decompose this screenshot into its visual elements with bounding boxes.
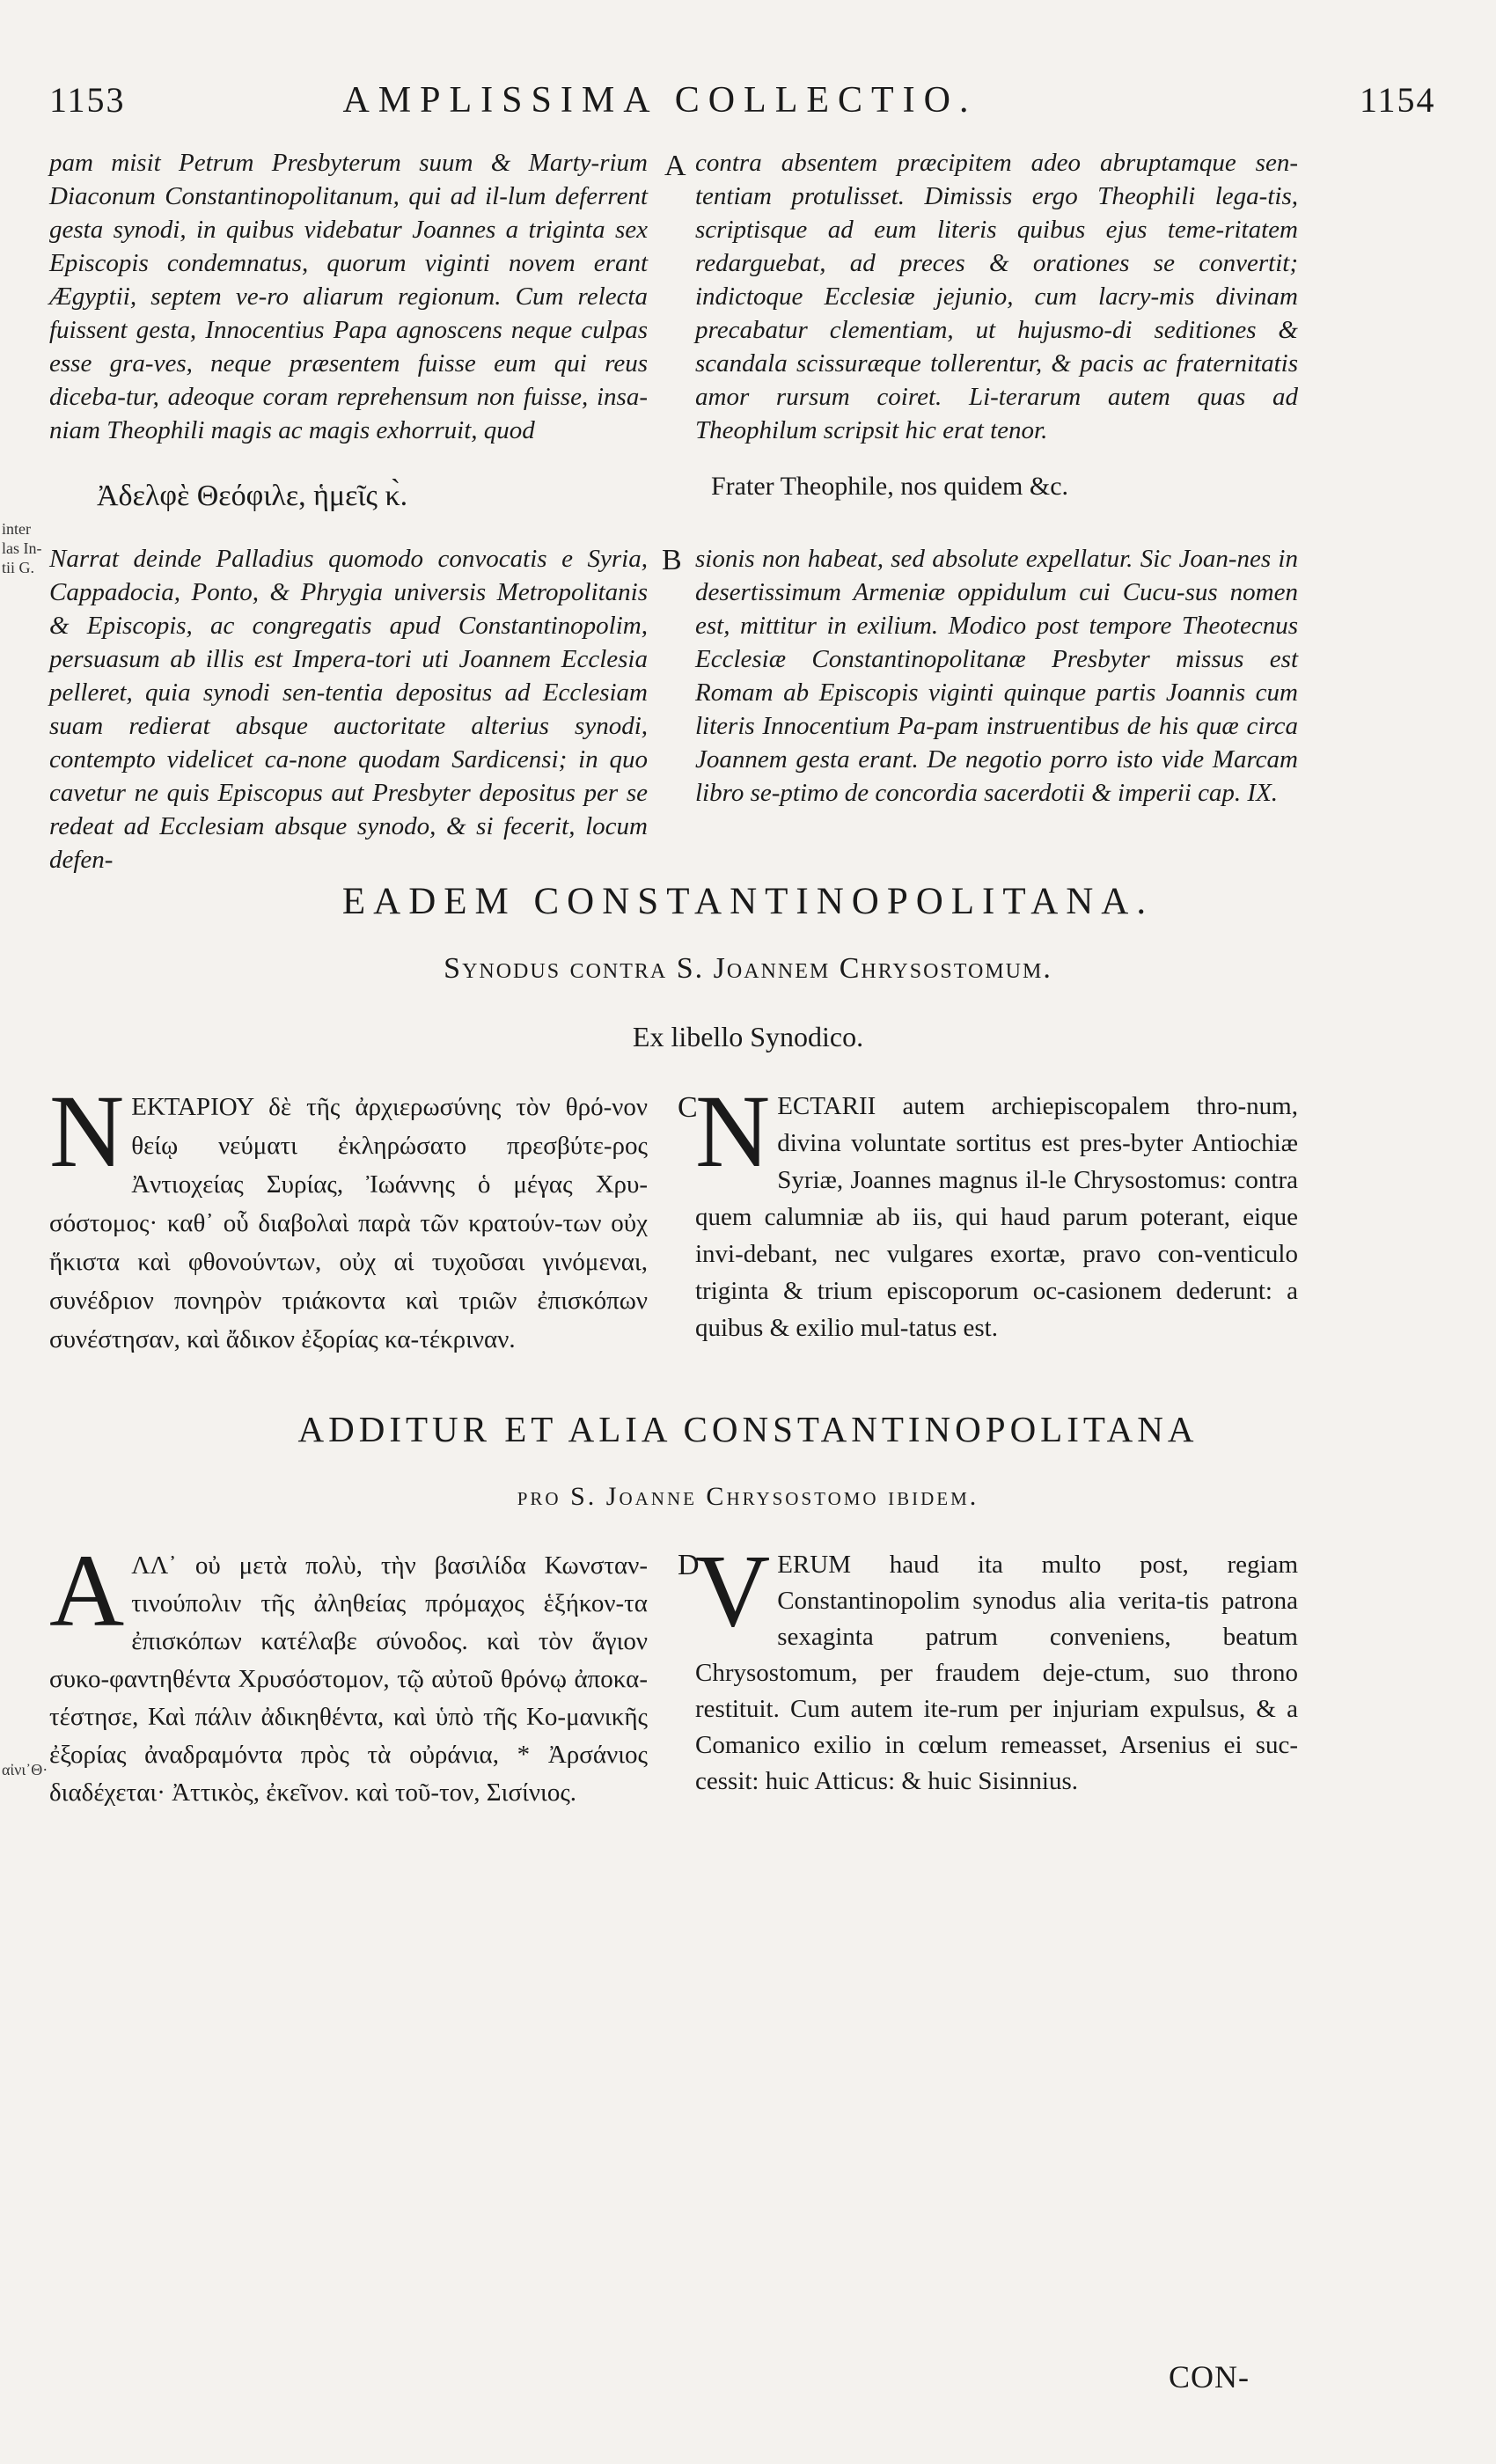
title-eadem-constantinopolitana: EADEM CONSTANTINOPOLITANA.	[341, 881, 1155, 922]
section4-latin-column	[695, 1533, 1298, 1800]
margin-note-greek: αἰνι᾽Θ·	[2, 1761, 48, 1778]
subtitle-ex-libello: Ex libello Synodico.	[632, 1021, 864, 1052]
page-header	[0, 79, 1496, 141]
marker-b: B	[662, 544, 682, 576]
subtitle-synodus-contra: Synodus contra S. Joannem Chrysostomum.	[444, 952, 1052, 985]
catchword: CON-	[1169, 2359, 1250, 2394]
section4-greek-text: ΛΛ᾽ οὐ μετὰ πολὺ, τὴν βασιλίδα Κωνσταν-τινούπολιν τῆς ἀληθείας πρόμαχος ἑξήκον-τα ἐπισκόπων κατέλαβε σύνοδος. καὶ τὸν ἅγιον συκο-φαντηθέντα Χρυσόστομον, τῷ αὐτοῦ θρόνῳ ἀποκα-τέστησε, Καὶ πάλιν ἀδικηθέντα, καὶ ὑπὸ τῆς Κο-μανικῆς ἐξορίας ἀναδραμόντα πρὸς τὰ οὐράνια, * Ἀρσάνιος διαδέχεται· Ἀττικὸς, ἐκεῖνον. καὶ τοῦ-τον, Σισίνιος.	[49, 1551, 648, 1807]
section4-latin-text: ERUM haud ita multo post, regiam Constantinopolim synodus alia verita-tis patrona sexaginta patrum conveniens, beatum Chrysostomum, per fraudem deje-ctum, suo throno restituit. Cum autem ite-rum per injuriam expulsus, & a Comanico exilio in cœlum remeasset, Arsenius ei suc-cessit: huic Atticus: & huic Sisinnius.	[695, 1551, 1298, 1795]
section3-latin-text: ECTARII autem archiepiscopalem thro-num, divina voluntate sortitus est pres-byter Antiochiæ Syriæ, Joannes magnus il-le Chrysostomus: contra quem calumniæ ab iis, qui haud parum poterant, eique invi-debant, nec vulgares exortæ, pravo con-venticulo triginta & trium episcoporum oc-casionem dederunt: a quibus & exilio mul-tatus est.	[695, 1092, 1298, 1342]
marker-a: A	[664, 150, 686, 182]
marker-c: C	[678, 1091, 698, 1124]
left-page-number: 1153	[49, 80, 126, 120]
section2-right-column: sionis non habeat, sed absolute expellatur. Sic Joan-nes in desertissimum Armeniæ oppidulum cui Cucu-sus nomen est, mittitur in exilium. Modico post tempore Theotecnus Ecclesiæ Constantinopolitanæ Presbyter missus est Romam ab Episcopis viginti quinque partis Joannis cum literis Innocentium Pa-pam instruentibus de his quæ circa Joannem gesta erant. De negotio porro isto vide Marcam libro se-ptimo de concordia sacerdotii & imperii cap. IX.	[695, 545, 1298, 807]
section3-greek-text: ΕΚΤΑΡΙΟΥ δὲ τῆς ἀρχιερωσύνης τὸν θρό-νον θείῳ νεύματι ἐκληρώσατο πρεσβύτε-ρος Ἀντιοχείας Συρίας, Ἰωάννης ὁ μέγας Χρυ-σόστομος· καθ᾽ οὗ διαβολαὶ παρὰ τῶν κρατούν-των οὐχ ἥκιστα καὶ φθονούντων, οὐχ αἱ τυχοῦσαι γινόμεναι, συνέδριον πονηρὸν τριάκοντα καὶ τριῶν ἐπισκόπων συνέστησαν, καὶ ἄδικον ἐξορίας κα-τέκριναν.	[49, 1093, 648, 1353]
salutation-latin: Frater Theophile, nos quidem &c.	[711, 472, 1069, 501]
latin-drop-cap-n: N	[695, 1074, 771, 1189]
marker-d: D	[678, 1549, 700, 1581]
latin-drop-cap-v: V	[695, 1533, 771, 1648]
greek-drop-cap-alpha: Α	[49, 1533, 125, 1648]
right-page-number: 1154	[1360, 80, 1436, 120]
section1-right-column: contra absentem præcipitem adeo abruptamque sen-tentiam protulisset. Dimissis ergo Theophili lega-tis, scriptisque ad eum literis quibus ejus teme-ritatem redarguebat, ad preces & orationes se convertit; indictoque Ecclesiæ jejunio, cum lacry-mis divinam precabatur clementiam, ut hujusmo-di seditiones & scandala scissuræque tollerentur, & pacis ac fraternitatis amor rursum coiret. Li-terarum autem quas ad Theophilum scripsit hic erat tenor.	[695, 149, 1298, 444]
subtitle-pro-s-joanne: pro S. Joanne Chrysostomo ibidem.	[517, 1482, 979, 1511]
title-additur-et-alia: ADDITUR ET ALIA CONSTANTINOPOLITANA	[297, 1409, 1199, 1449]
salutation-greek: Ἀδελφὲ Θεόφιλε, ἡμεῖς κ̀.	[97, 480, 408, 512]
section4-greek-column	[49, 1533, 648, 1812]
margin-note-inter: inter las In- tii G.	[2, 520, 42, 576]
running-title: AMPLISSIMA COLLECTIO.	[342, 80, 978, 121]
greek-drop-cap-nu: Ν	[49, 1074, 125, 1189]
section3-latin-column	[695, 1074, 1298, 1346]
section3-greek-column	[49, 1074, 648, 1359]
section2-left-column: Narrat deinde Palladius quomodo convocatis e Syria, Cappadocia, Ponto, & Phrygia universis Metropolitanis & Episcopis, ac congregatis apud Constantinopolim, persuasum ab illis est Impera-tori uti Joannem Ecclesia pelleret, quia synodi sen-tentia depositus ad Ecclesiam suam redierat absque auctoritate alterius synodi, contempto videlicet ca-none quodam Sardicensi; in quo cavetur ne quis Episcopus aut Presbyter depositus per se redeat ad Ecclesiam absque synodo, & si fecerit, locum defen-	[49, 545, 648, 874]
section1-left-column: pam misit Petrum Presbyterum suum & Marty-rium Diaconum Constantinopolitanum, qui ad il-lum deferrent gesta synodi, in quibus videbatur Joannes a triginta sex Episcopis condemnatus, quorum viginti novem erant Ægyptii, septem ve-ro aliarum regionum. Cum relecta fuissent gesta, Innocentius Papa agnoscens neque culpas esse gra-ves, neque præsentem fuisse eum qui reus diceba-tur, adeoque coram reprehensum non fuisse, insa-niam Theophili magis ac magis exhorruit, quod	[49, 149, 648, 444]
